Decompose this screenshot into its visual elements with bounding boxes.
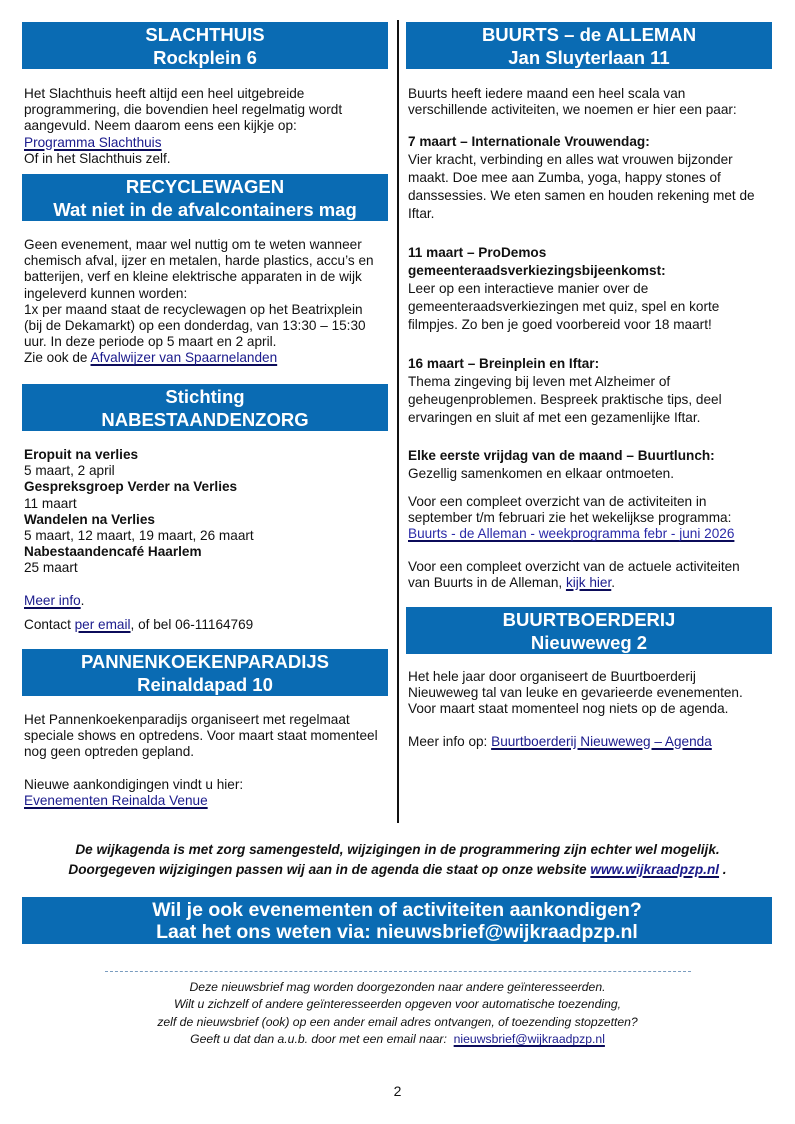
slachthuis-address: Rockplein 6 xyxy=(153,47,257,68)
disclaimer-text: . xyxy=(719,862,727,877)
event-name: Nabestaandencafé Haarlem xyxy=(24,544,202,560)
buurtboerderij-agenda-link[interactable]: Buurtboerderij Nieuweweg – Agenda xyxy=(491,733,712,749)
footer-line xyxy=(0,1031,795,1048)
event-dates: 5 maart, 12 maart, 19 maart, 26 maart xyxy=(24,528,254,544)
body-line: batterijen, verf en kleine elektrische apparaten in de wijk xyxy=(24,269,362,285)
buurts-header xyxy=(406,22,772,69)
banner-line: Wil je ook evenementen of activiteiten aankondigen? xyxy=(152,899,642,921)
body-line: Voor maart staat momenteel nog niets op de agenda. xyxy=(408,701,729,717)
footer-line: Deze nieuwsbrief mag worden doorgezonden naar andere geïnteresseerden. xyxy=(189,980,606,994)
body-line: programmering, die bovendien heel regelmatig wordt xyxy=(24,102,343,118)
see-also-prefix: Zie ook de xyxy=(24,350,91,366)
per-email-link[interactable]: per email xyxy=(74,616,131,632)
nabestaandenzorg-header xyxy=(22,384,388,431)
buurts-event-vrouwendag xyxy=(408,133,770,223)
contact-phone: , of bel 06-11164769 xyxy=(130,616,254,632)
event-body-line: maakt. Doe mee aan Zumba, yoga, happy stones of xyxy=(408,170,721,185)
evenementen-reinalda-link[interactable]: Evenementen Reinalda Venue xyxy=(24,792,208,808)
see-also-line xyxy=(24,350,386,366)
body-line: uur. In deze periode op 5 maart en 2 april. xyxy=(24,334,277,350)
website-link[interactable]: www.wijkraadpzp.nl xyxy=(590,862,720,877)
body-line: (bij de Dekamarkt) op een donderdag, van 13:30 – 15:30 xyxy=(24,318,366,334)
body-line: Of in het Slachthuis zelf. xyxy=(24,150,171,166)
body-line: Nieuweweg tal van leuke en gevarieerde evenementen. xyxy=(408,685,743,701)
footer xyxy=(0,979,795,1049)
footer-line: Wilt u zichzelf of andere geïnteresseerden opgeven voor automatische toezending, xyxy=(173,997,622,1012)
event-heading: 7 maart – Internationale Vrouwendag: xyxy=(408,134,650,149)
body-line: Buurts heeft iedere maand een heel scala van xyxy=(408,86,686,101)
nabestaandenzorg-body xyxy=(24,447,386,633)
contact-line xyxy=(24,617,386,633)
body-line: verschillende activiteiten, we noemen er hier een paar: xyxy=(408,102,737,118)
column-divider xyxy=(397,20,399,823)
event-dates: 5 maart, 2 april xyxy=(24,463,115,479)
event-body-line: geheugenproblemen. Bespreek praktische tips, deel xyxy=(408,392,722,407)
pannenkoekenparadijs-title: PANNENKOEKENPARADIJS xyxy=(80,651,330,672)
buurts-title: BUURTS – de ALLEMAN xyxy=(481,24,697,45)
kijk-hier-line xyxy=(408,575,770,591)
dashed-separator xyxy=(105,971,691,972)
disclaimer-line: De wijkagenda is met zorg samengesteld, wijzigingen in de programmering zijn echter wel mogelijk. xyxy=(75,842,720,857)
recyclewagen-header xyxy=(22,174,388,221)
nabestaandenzorg-subtitle: NABESTAANDENZORG xyxy=(101,409,309,430)
body-line: ingeleverd kunnen worden: xyxy=(24,285,188,301)
event-body-line: Leer op een interactieve manier over de xyxy=(408,281,649,296)
buurts-event-prodemos xyxy=(408,244,770,334)
body-text: . xyxy=(611,574,616,590)
body-line: september t/m februari zie het wekelijkse programma: xyxy=(408,510,732,526)
event-name: Wandelen na Verlies xyxy=(24,511,155,527)
event-body-line: danssessies. We eten samen en houden rekening met de xyxy=(408,188,755,203)
footer-text: Geeft u dat dan a.u.b. door met een email naar: xyxy=(190,1032,454,1047)
weekprogramma-link[interactable]: Buurts - de Alleman - weekprogramma febr - juni 2026 xyxy=(408,526,735,542)
event-name: Eropuit na verlies xyxy=(24,447,139,462)
recyclewagen-subtitle: Wat niet in de afvalcontainers mag xyxy=(53,199,357,220)
event-body-line: filmpjes. Zo ben je goed voorbereid voor 18 maart! xyxy=(408,317,712,332)
event-body-line: gemeenteraadsverkiezingen met quiz, spel en korte xyxy=(408,299,720,314)
body-line: Het hele jaar door organiseert de Buurtboerderij xyxy=(408,669,696,684)
body-line: Het Slachthuis heeft altijd een heel uitgebreide xyxy=(24,86,305,101)
event-body-line: ervaringen en sluit af met een gezamenlijke Iftar. xyxy=(408,410,701,425)
event-name: Gespreksgroep Verder na Verlies xyxy=(24,479,238,495)
announce-banner xyxy=(22,897,772,944)
event-body-line: Gezellig samenkomen en elkaar ontmoeten. xyxy=(408,466,674,481)
body-line: 1x per maand staat de recyclewagen op het Beatrixplein xyxy=(24,301,363,317)
buurts-event-breinplein xyxy=(408,355,770,427)
body-line: Geen evenement, maar wel nuttig om te weten wanneer xyxy=(24,237,362,252)
disclaimer xyxy=(0,840,795,880)
kijk-hier-link[interactable]: kijk hier xyxy=(565,574,612,590)
body-text: van Buurts in de Alleman, xyxy=(408,574,566,590)
afvalwijzer-link[interactable]: Afvalwijzer van Spaarnelanden xyxy=(90,350,278,366)
pannenkoekenparadijs-header xyxy=(22,649,388,696)
slachthuis-header xyxy=(22,22,388,69)
footer-line: zelf de nieuwsbrief (ook) op een ander email adres ontvangen, of toezending stopzetten? xyxy=(157,1014,638,1029)
buurtboerderij-address: Nieuweweg 2 xyxy=(530,632,648,653)
recyclewagen-body xyxy=(24,237,386,367)
more-info-line xyxy=(24,593,386,609)
body-line: Voor een compleet overzicht van de actuele activiteiten xyxy=(408,558,740,574)
nabestaandenzorg-title: Stichting xyxy=(165,386,245,407)
slachthuis-title: SLACHTHUIS xyxy=(145,24,265,45)
banner-line: Laat het ons weten via: nieuwsbrief@wijkraadpzp.nl xyxy=(156,921,638,943)
buurtboerderij-body xyxy=(408,669,770,750)
event-heading: gemeenteraadsverkiezingsbijeenkomst: xyxy=(408,263,666,278)
event-heading: Elke eerste vrijdag van de maand – Buurtlunch: xyxy=(408,448,715,463)
event-heading: 16 maart – Breinplein en Iftar: xyxy=(408,356,600,371)
buurtboerderij-title: BUURTBOERDERIJ xyxy=(502,609,676,630)
body-line: aangevuld. Neem daarom eens een kijkje op: xyxy=(24,118,297,134)
body-line: nog geen optreden gepland. xyxy=(24,744,195,760)
disclaimer-text: Doorgegeven wijzigingen passen wij aan in de agenda die staat op onze website xyxy=(68,862,591,877)
event-body-line: Thema zingeving bij leven met Alzheimer of xyxy=(408,374,671,389)
programma-slachthuis-link[interactable]: Programma Slachthuis xyxy=(24,134,162,150)
more-info-line xyxy=(408,734,770,750)
slachthuis-body xyxy=(24,86,386,167)
buurts-overview xyxy=(408,494,770,591)
event-body-line: Vier kracht, verbinding en alles wat vrouwen bijzonder xyxy=(408,152,733,167)
body-line: Het Pannenkoekenparadijs organiseert met regelmaat xyxy=(24,712,350,727)
more-info-prefix: Meer info op: xyxy=(408,733,492,749)
disclaimer-line xyxy=(0,860,795,880)
pannenkoekenparadijs-body xyxy=(24,712,386,809)
buurts-event-buurtlunch xyxy=(408,447,770,483)
recyclewagen-title: RECYCLEWAGEN xyxy=(125,176,285,197)
event-dates: 11 maart xyxy=(24,495,77,511)
announce-line: Nieuwe aankondigingen vindt u hier: xyxy=(24,776,244,792)
event-body-line: Iftar. xyxy=(408,206,435,221)
buurts-address: Jan Sluyterlaan 11 xyxy=(508,47,670,68)
buurtboerderij-header xyxy=(406,607,772,654)
newsletter-email-link[interactable]: nieuwsbrief@wijkraadpzp.nl xyxy=(453,1032,605,1047)
buurts-intro xyxy=(408,86,770,118)
event-heading: 11 maart – ProDemos xyxy=(408,245,547,260)
event-dates: 25 maart xyxy=(24,560,78,576)
body-line: speciale shows en optredens. Voor maart staat momenteel xyxy=(24,728,378,744)
more-info-suffix: . xyxy=(80,592,85,608)
pannenkoekenparadijs-address: Reinaldapad 10 xyxy=(137,674,273,695)
body-line: Voor een compleet overzicht van de activiteiten in xyxy=(408,494,707,509)
contact-prefix: Contact xyxy=(24,616,75,632)
meer-info-link[interactable]: Meer info xyxy=(24,592,81,608)
page-number: 2 xyxy=(393,1083,402,1099)
body-line: chemisch afval, ijzer en metalen, harde plastics, accu’s en xyxy=(24,253,374,269)
